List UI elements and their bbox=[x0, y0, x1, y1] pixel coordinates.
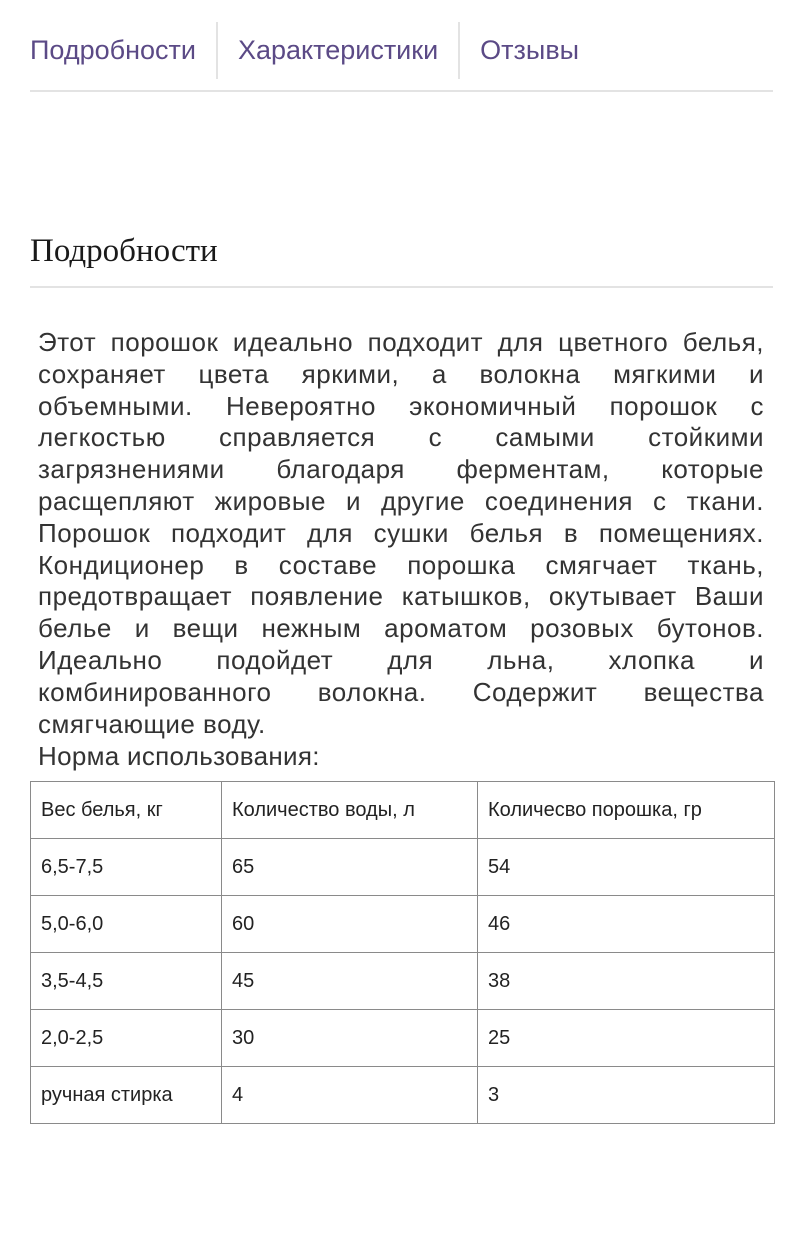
table-cell: 25 bbox=[478, 1010, 775, 1067]
header-cell-weight: Вес белья, кг bbox=[31, 782, 222, 839]
header-cell-powder: Количесво порошка, гр bbox=[478, 782, 775, 839]
table-row bbox=[31, 953, 775, 1010]
section-title: Подробности bbox=[30, 228, 773, 288]
tab-reviews[interactable]: Отзывы bbox=[458, 22, 599, 79]
table-cell: 4 bbox=[222, 1067, 478, 1124]
product-tabs bbox=[30, 22, 773, 92]
table-row bbox=[31, 839, 775, 896]
table-cell: 30 bbox=[222, 1010, 478, 1067]
usage-table bbox=[30, 781, 775, 1124]
product-description: Этот порошок идеально подходит для цветного белья, сохраняет цвета яркими, а волокна мягкими и объемными. Невероятно экономичный порошок с легкостью справляется с самыми стойкими загрязнениями благодаря ферментам, которые расщепляют жировые и другие соединения с ткани. Порошок подходит для сушки белья в помещениях. Кондиционер в составе порошка смягчает ткань, предотвращает появление катышков, окутывает Ваши белье и вещи нежным ароматом розовых бутонов. Идеально подойдет для льна, хлопка и комбинированного волокна. Содержит вещества смягчающие воду. bbox=[38, 327, 764, 739]
table-cell: 60 bbox=[222, 896, 478, 953]
table-cell: 3 bbox=[478, 1067, 775, 1124]
table-row bbox=[31, 1067, 775, 1124]
table-cell: 3,5-4,5 bbox=[31, 953, 222, 1010]
tab-details[interactable]: Подробности bbox=[30, 35, 196, 65]
table-cell: 45 bbox=[222, 953, 478, 1010]
table-header-row bbox=[31, 782, 775, 839]
usage-norm-label: Норма использования: bbox=[38, 741, 320, 771]
table-cell: ручная стирка bbox=[31, 1067, 222, 1124]
table-cell: 46 bbox=[478, 896, 775, 953]
table-row bbox=[31, 896, 775, 953]
table-cell: 2,0-2,5 bbox=[31, 1010, 222, 1067]
table-cell: 54 bbox=[478, 839, 775, 896]
table-cell: 38 bbox=[478, 953, 775, 1010]
table-row bbox=[31, 1010, 775, 1067]
table-cell: 5,0-6,0 bbox=[31, 896, 222, 953]
tab-specifications[interactable]: Характеристики bbox=[216, 22, 458, 79]
header-cell-water: Количество воды, л bbox=[222, 782, 478, 839]
table-cell: 6,5-7,5 bbox=[31, 839, 222, 896]
table-cell: 65 bbox=[222, 839, 478, 896]
